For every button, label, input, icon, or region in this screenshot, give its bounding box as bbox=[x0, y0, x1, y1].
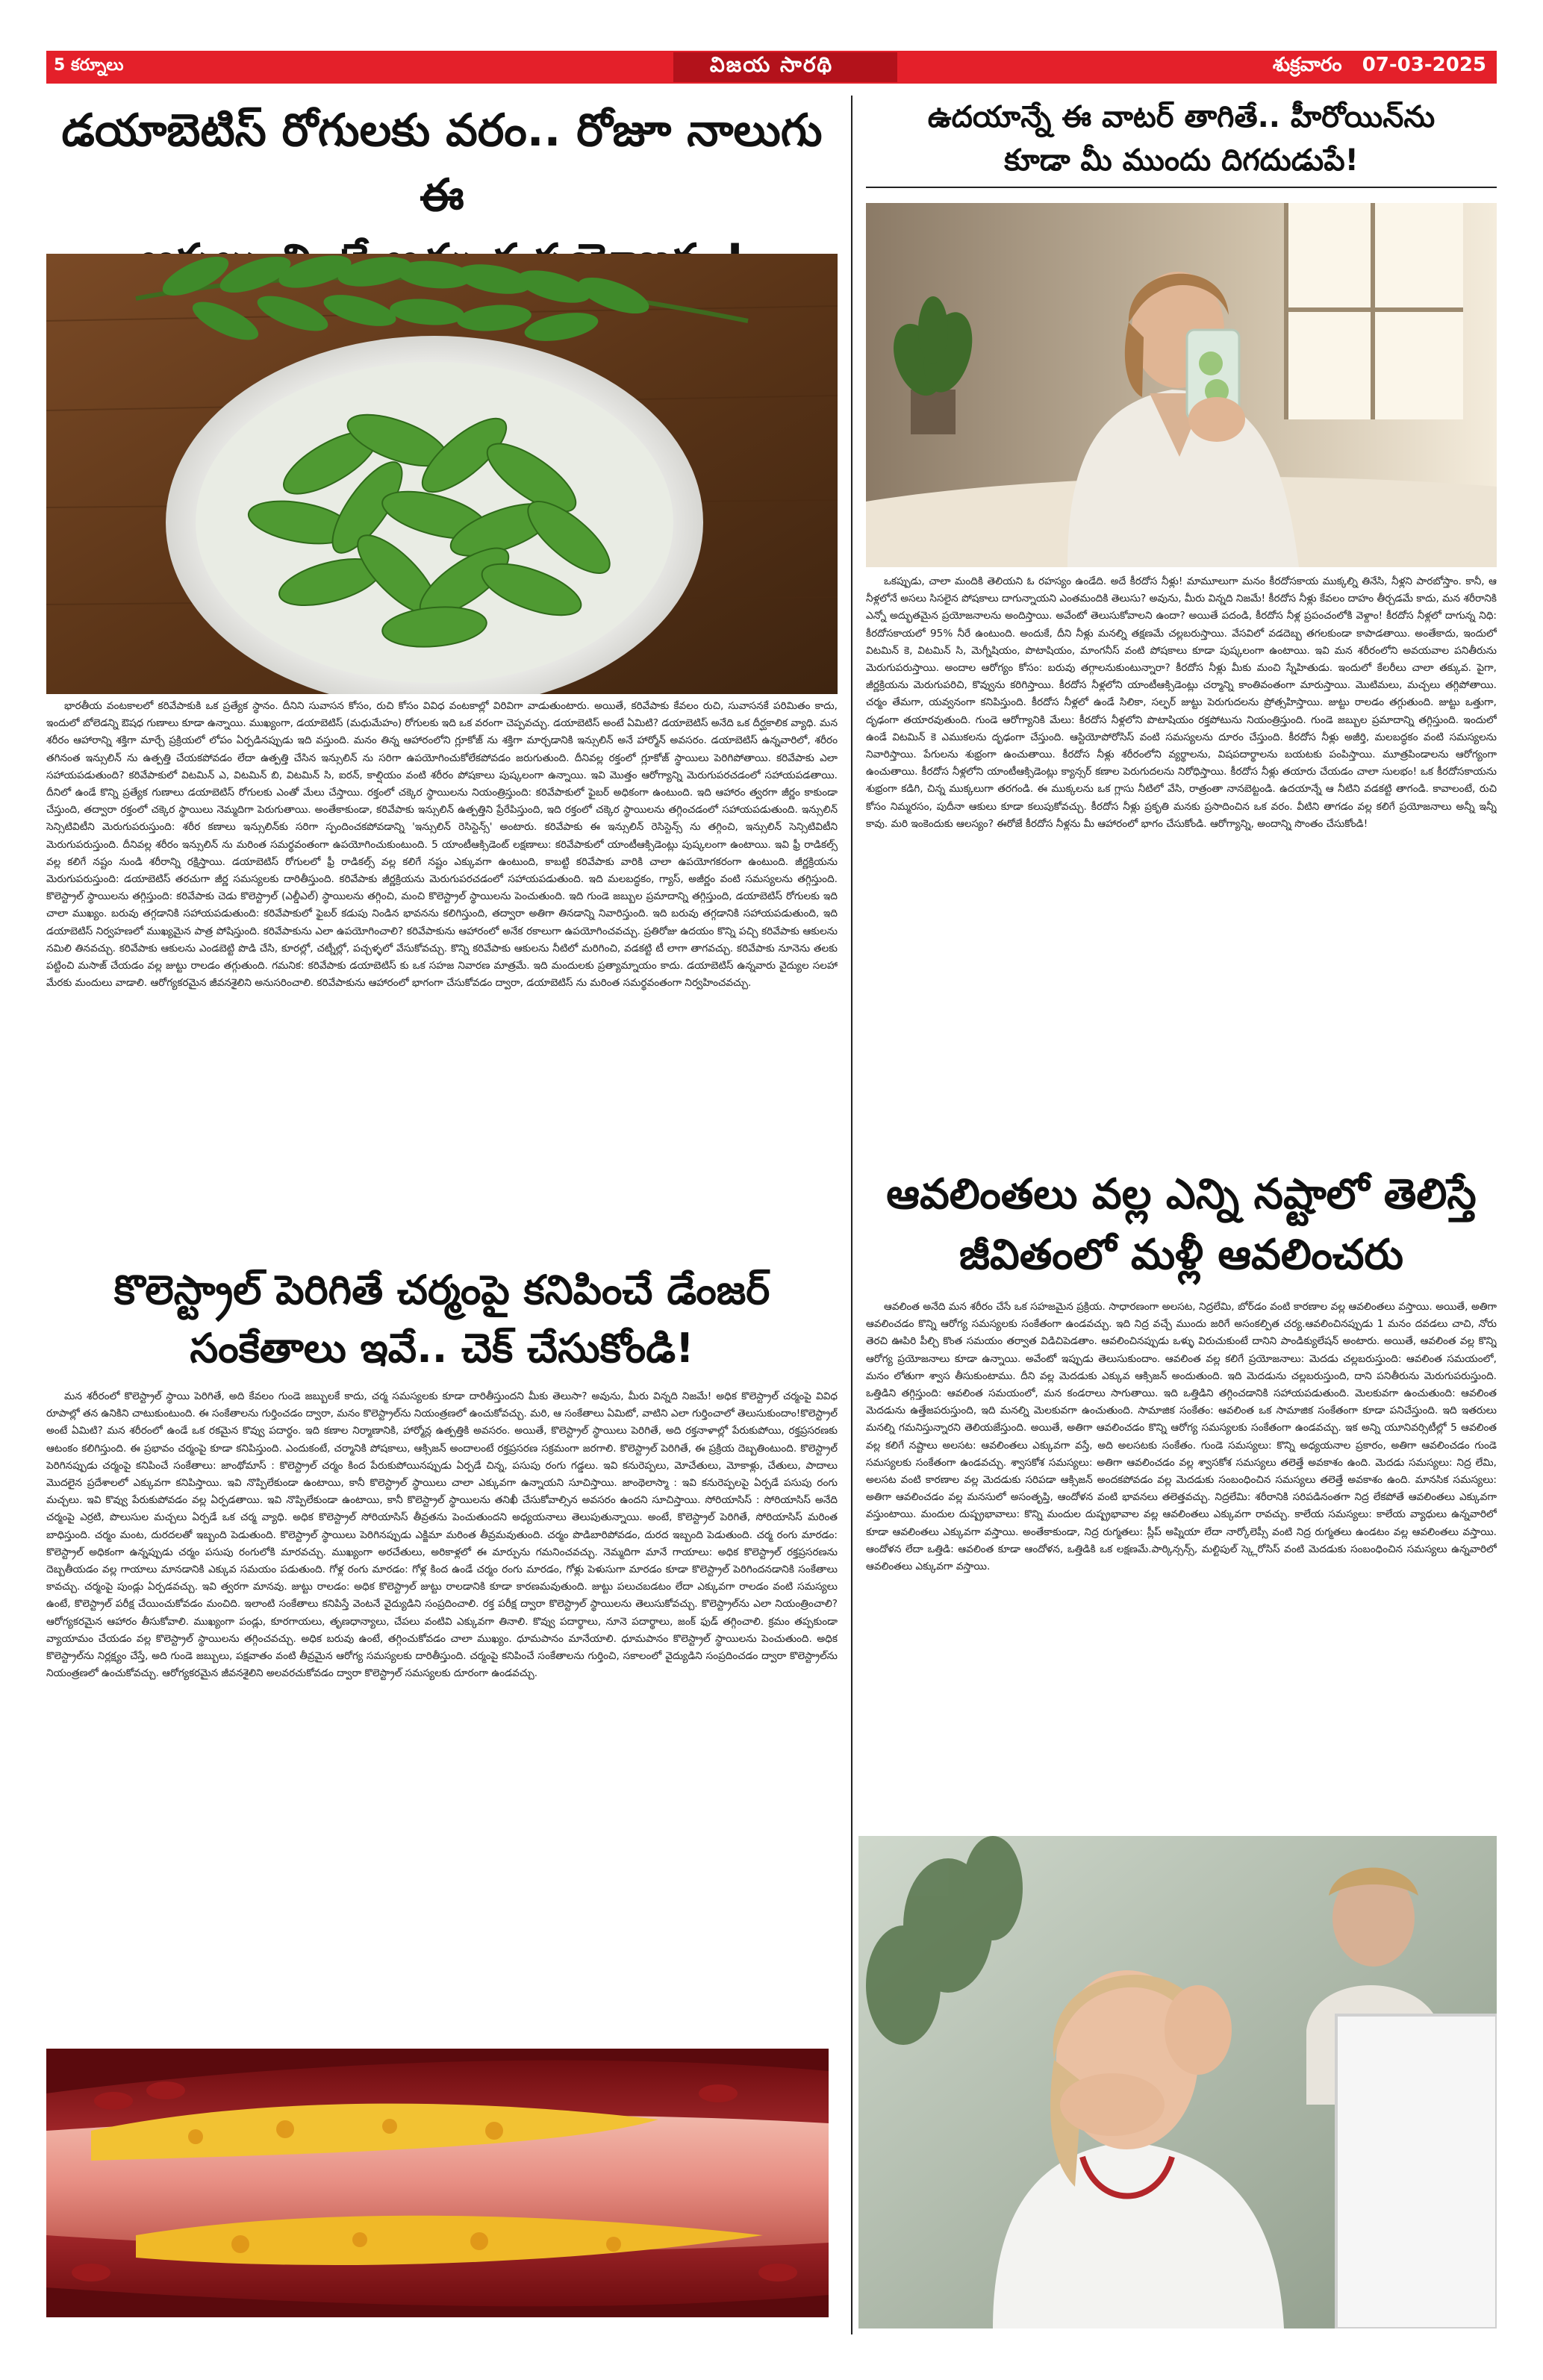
curry-leaves-image bbox=[46, 254, 838, 694]
headline-line: కొలెస్ట్రాల్ పెరిగితే చర్మంపై కనిపించే డేంజర్ bbox=[113, 1266, 770, 1314]
masthead-bar bbox=[46, 51, 1497, 84]
artery-plaque-image bbox=[46, 2049, 829, 2317]
article-paragraph: ఆవలింత అనేది మన శరీరం చేసే ఒక సహజమైన ప్రక్రియ. సాధారణంగా అలసట, నిద్రలేమి, బోర్‌డం వంటి కారణాల వల్ల ఆవలింతలు వస్తాయి. అయితే, అతిగా ఆవలించడం కొన్ని ఆరోగ్య సమస్యలకు సంకేతంగా ఉండవచ్చు. ఇది నిద్ర వచ్చే ముందు జరిగే అసంకల్పిత చర్య.ఆవలించినప్పుడు 1 మనం దవడలు చాచి, నోరు తెరచి ఊపిరి పీల్చి కొంత సమయం తర్వాత విడిచిపెడతాం. ఆవలించినప్పుడు ఒళ్ళు విరుచుకుంటే దానిని పాండిక్యులేషన్ అంటారు. అయితే, ఆవలింత వల్ల కొన్ని ఆరోగ్య ప్రయోజనాలు కూడా ఉన్నాయి. అవేంటో ఇప్పుడు తెలుసుకుందాం. ఆవలింత వల్ల కలిగే ప్రయోజనాలు: మెదడు చల్లబరుస్తుంది: ఆవలింత సమయంలో, మనం లోతుగా శ్వాస తీసుకుంటాము. దీని వల్ల మెదడుకు ఎక్కువ ఆక్సిజన్ అందుతుంది. ఇది మెదడును చల్లబరుస్తుంది, దాని పనితీరును మెరుగుపరుస్తుంది. ఒత్తిడిని తగ్గిస్తుంది: ఆవలింత సమయంలో, మన కండరాలు సాగుతాయి. ఇది ఒత్తిడిని తగ్గించడానికి సహాయపడుతుంది. మెలకువగా ఉంచుతుంది: ఆవలింత మెదడును ఉత్తేజపరుస్తుంది, ఇది మనల్ని మెలకువగా ఉంచుతుంది. సామాజిక సంకేతం: ఆవలింత ఒక సామాజిక సంకేతంగా కూడా పనిచేస్తుంది. ఇది ఇతరులు మనల్ని గమనిస్తున్నారని తెలియజేస్తుంది. అయితే, అతిగా ఆవలించడం కొన్ని ఆరోగ్య సమస్యలకు సంకేతంగా ఉండవచ్చు. ఇక అన్ని యూనివర్సిటీల్లో 5 ఆవలింత వల్ల కలిగే నష్టాలు అలసట: ఆవలింతలు ఎక్కువగా వస్తే, అది అలసటకు సంకేతం. గుండె సమస్యలు: కొన్ని అధ్యయనాల ప్రకారం, అతిగా ఆవలించడం గుండె సమస్యలకు సంకేతంగా ఉండవచ్చు. శ్వాసకోశ సమస్యలు: అతిగా ఆవలించడం వల్ల శ్వాసకోశ సమస్యలు తలెత్తే అవకాశం ఉంది. మెదడు సమస్యలు: నిద్ర లేమి, అలసట వంటి కారణాల వల్ల మెదడుకు సరిపడా ఆక్సిజన్ అందకపోవడం వల్ల మెదడుకు సంబంధించిన సమస్యలు తలెత్తే అవకాశం ఉంది. మానసిక సమస్యలు: అతిగా ఆవలించడం వల్ల మనసులో అసంతృప్తి, ఆందోళన వంటి భావనలు తలెత్తవచ్చు. నిద్రలేమి: శరీరానికి సరిపడినంతగా నిద్ర లేకపోతే ఆవలింతలు ఎక్కువగా వస్తుంటాయి. మందుల దుష్ప్రభావాలు: కొన్ని మందుల దుష్ప్రభావాల వల్ల ఆవలింతలు ఎక్కువగా రావచ్చు. కాలేయ సమస్యలు: కాలేయ వ్యాధులు ఉన్నవారిలో కూడా ఆవలింతలు ఎక్కువగా వస్తాయి. అంతేకాకుండా, నిద్ర రుగ్మతలు: స్లీప్ అప్నియా లేదా నార్కోలెప్సీ వంటి నిద్ర రుగ్మతలు ఉండటం వల్ల ఆవలింతలు వస్తాయి. ఆందోళన లేదా ఒత్తిడి: ఆవలింత కూడా ఆందోళన, ఒత్తిడికి ఒక లక్షణమే.పార్కిన్సన్స్, మల్టిపుల్ స్క్లెరోసిస్ వంటి మెదడుకు సంబంధించిన సమస్యలు ఉన్నవారిలో ఆవలింతలు ఎక్కువగా వస్తాయి. bbox=[866, 1301, 1497, 1573]
headline-line: కూడా మీ ముందు దిగదుడుపే! bbox=[1004, 143, 1359, 178]
woman-yawning-image bbox=[858, 1836, 1497, 2329]
headline-line: సంకేతాలు ఇవే.. చెక్ చేసుకోండి! bbox=[190, 1325, 694, 1372]
article-paragraph: భారతీయ వంటకాలలో కరివేపాకుకి ఒక ప్రత్యేక స్థానం. దీనిని సువాసన కోసం, రుచి కోసం వివిధ వంటకాల్లో విరివిగా వాడుతుంటారు. అయితే, కరివేపాకు కేవలం రుచి, సువాసనకే పరిమితం కాదు, ఇందులో బోలెడన్ని ఔషధ గుణాలు కూడా ఉన్నాయి. ముఖ్యంగా, డయాబెటిస్ (మధుమేహం) రోగులకు ఇది ఒక వరంగా చెప్పవచ్చు. డయాబెటిస్ అంటే ఏమిటి? డయాబెటిస్ అనేది ఒక దీర్ఘకాలిక వ్యాధి. మన శరీరం ఆహారాన్ని శక్తిగా మార్చే ప్రక్రియలో లోపం ఏర్పడినప్పుడు ఇది వస్తుంది. మనం తిన్న ఆహారంలోని గ్లూకోజ్ ను శక్తిగా మార్చడానికి ఇన్సులిన్ అనే హార్మోన్ అవసరం. డయాబెటిస్ ఉన్నవారిలో, శరీరం తగినంత ఇన్సులిన్ ను ఉత్పత్తి చేయకపోవడం లేదా ఉత్పత్తి చేసిన ఇన్సులిన్ ను సరిగా ఉపయోగించుకోలేకపోవడం జరుగుతుంది. దీనివల్ల రక్తంలో గ్లూకోజ్ స్థాయిలు పెరిగిపోతాయి. కరివేపాకు ఎలా సహాయపడుతుంది? కరివేపాకులో విటమిన్ ఎ, విటమిన్ బి, విటమిన్ సి, ఐరన్, కాల్షియం వంటి శరీరం పోషకాలు పుష్కలంగా ఉన్నాయి. ఇవి మొత్తం ఆరోగ్యాన్ని మెరుగుపరచడంలో సహాయపడతాయి. దీనిలో ఉండే కొన్ని ప్రత్యేక గుణాలు డయాబెటిస్ రోగులకు ఎంతో మేలు చేస్తాయి. రక్తంలో చక్కెర స్థాయిలను నియంత్రిస్తుంది: కరివేపాకులో ఫైబర్ అధికంగా ఉంటుంది. ఇది ఆహారం త్వరగా జీర్ణం కాకుండా చేస్తుంది, తద్వారా రక్తంలో చక్కెర స్థాయిలు నెమ్మదిగా పెరుగుతాయి. అంతేకాకుండా, కరివేపాకు ఇన్సులిన్ ఉత్పత్తిని ప్రేరేపిస్తుంది, ఇది రక్తంలో చక్కెర స్థాయిలను తగ్గించడంలో సహాయపడుతుంది. ఇన్సులిన్ సెన్సిటివిటీని మెరుగుపరుస్తుంది: శరీర కణాలు ఇన్సులిన్‌కు సరిగా స్పందించకపోవడాన్ని 'ఇన్సులిన్ రెసిస్టెన్స్' అంటారు. కరివేపాకు ఈ ఇన్సులిన్ రెసిస్టెన్స్ ను తగ్గించి, ఇన్సులిన్ సెన్సిటివిటీని మెరుగుపరుస్తుంది. దీనివల్ల శరీరం ఇన్సులిన్ ను మరింత సమర్థవంతంగా ఉపయోగించుకుంటుంది. 5 యాంటీఆక్సిడెంట్ లక్షణాలు: కరివేపాకులో యాంటీఆక్సిడెంట్లు పుష్కలంగా ఉంటాయి. ఇవి ఫ్రీ రాడికల్స్ వల్ల కలిగే నష్టం నుండి శరీరాన్ని రక్షిస్తాయి. డయాబెటిస్ రోగులలో ఫ్రీ రాడికల్స్ వల్ల కలిగే నష్టం ఎక్కువగా ఉంటుంది, కాబట్టి కరివేపాకు వారికి చాలా ఉపయోగకరంగా ఉంటుంది. జీర్ణక్రియను మెరుగుపరుస్తుంది: డయాబెటిస్ తరచుగా జీర్ణ సమస్యలకు దారితీస్తుంది. కరివేపాకు జీర్ణక్రియను మెరుగుపరచడంలో సహాయపడుతుంది. ఇది మలబద్ధకం, గ్యాస్, అజీర్ణం వంటి సమస్యలను తగ్గిస్తుంది. కొలెస్ట్రాల్ స్థాయిలను తగ్గిస్తుంది: కరివేపాకు చెడు కొలెస్ట్రాల్ (ఎల్డీఎల్) స్థాయిలను తగ్గించి, మంచి కొలెస్ట్రాల్ స్థాయిలను పెంచుతుంది. ఇది గుండె జబ్బుల ప్రమాదాన్ని తగ్గిస్తుంది, డయాబెటిస్ రోగులకు ఇది చాలా ముఖ్యం. బరువు తగ్గడానికి సహాయపడుతుంది: కరివేపాకులో ఫైబర్ కడుపు నిండిన భావనను కలిగిస్తుంది, తద్వారా అతిగా తినడాన్ని నివారిస్తుంది. ఇది బరువు తగ్గడానికి సహాయపడుతుంది, ఇది డయాబెటిస్ నిర్వహణలో ముఖ్యమైన పాత్ర పోషిస్తుంది. కరివేపాకును ఎలా ఉపయోగించాలి? కరివేపాకును ఆహారంలో అనేక రకాలుగా ఉపయోగించవచ్చు. ప్రతిరోజు ఉదయం కొన్ని పచ్చి కరివేపాకు ఆకులను నమిలి తినవచ్చు. కరివేపాకు ఆకులను ఎండబెట్టి పొడి చేసి, కూరల్లో, చట్నీల్లో, పచ్చళ్ళలో వేసుకోవచ్చు. కొన్ని కరివేపాకు ఆకులను నీటిలో మరిగించి, వడకట్టి టీ లాగా తాగవచ్చు. కరివేపాకు నూనెను తలకు పట్టించి మసాజ్ చేయడం వల్ల జుట్టు రాలడం తగ్గుతుంది. గమనిక: కరివేపాకు డయాబెటిస్ కు ఒక సహజ నివారణ మాత్రమే. ఇది మందులకు ప్రత్యామ్నాయం కాదు. డయాబెటిస్ ఉన్నవారు వైద్యుల సలహా మేరకు మందులు వాడాలి. ఆరోగ్యకరమైన జీవనశైలిని అనుసరించాలి. కరివేపాకును ఆహారంలో భాగంగా చేసుకోవడం ద్వారా, డయాబెటిస్ ను మరింత సమర్థవంతంగా నిర్వహించవచ్చు. bbox=[46, 700, 838, 990]
artery-photo bbox=[46, 2049, 829, 2317]
woman-drinking-image bbox=[866, 203, 1497, 567]
article-headline bbox=[866, 1164, 1497, 1285]
page-label: 5 కర్నూలు bbox=[54, 56, 124, 75]
woman-yawning-photo bbox=[858, 1836, 1497, 2329]
curry-leaves-photo bbox=[46, 254, 838, 694]
article-headline bbox=[866, 96, 1497, 182]
article-body bbox=[46, 698, 838, 1280]
headline-line: డయాబెటిస్ రోగులకు వరం.. రోజూ నాలుగు ఈ bbox=[61, 104, 823, 222]
woman-drinking-water-photo bbox=[866, 203, 1497, 567]
issue-date bbox=[1273, 54, 1486, 81]
article-paragraph: మన శరీరంలో కొలెస్ట్రాల్ స్థాయి పెరిగితే, అది కేవలం గుండె జబ్బులకే కాదు, చర్మ సమస్యలకు కూడా దారితీస్తుందని మీకు తెలుసా? అవును, మీరు విన్నది నిజమే! అధిక కొలెస్ట్రాల్ చర్మంపై వివిధ రూపాల్లో తన ఉనికిని చాటుకుంటుంది. ఈ సంకేతాలను గుర్తించడం ద్వారా, మనం కొలెస్ట్రాల్‌ను నియంత్రణలో ఉంచుకోవచ్చు. మరి, ఆ సంకేతాలు ఏమిటో, వాటిని ఎలా గుర్తించాలో తెలుసుకుందాం!కొలెస్ట్రాల్ అంటే ఏమిటి? మన శరీరంలో ఉండే ఒక రకమైన కొవ్వు పదార్థం. ఇది కణాల నిర్మాణానికి, హార్మోన్ల ఉత్పత్తికి అవసరం. అయితే, కొలెస్ట్రాల్ స్థాయిలు పెరిగితే, అది రక్తనాళాల్లో పేరుకుపోయి, రక్తప్రసరణకు ఆటంకం కలిగిస్తుంది. ఈ ప్రభావం చర్మంపై కూడా కనిపిస్తుంది. ఎందుకంటే, చర్మానికి పోషకాలు, ఆక్సిజన్ అందాలంటే రక్తప్రసరణ సక్రమంగా జరగాలి. కొలెస్ట్రాల్ పెరిగితే, ఈ ప్రక్రియ దెబ్బతింటుంది. కొలెస్ట్రాల్ పెరిగినప్పుడు చర్మంపై కనిపించే సంకేతాలు: జాంథోమాస్ : కొలెస్ట్రాల్ చర్మం కింద పేరుకుపోయినప్పుడు ఏర్పడే చిన్న, పసుపు రంగు గడ్డలు. ఇవి కనురెప్పలు, మోచేతులు, మోకాళ్లు, చేతులు, పాదాలు మొదలైన ప్రదేశాలలో ఎక్కువగా కనిపిస్తాయి. ఇవి నొప్పిలేకుండా ఉంటాయి, కానీ కొలెస్ట్రాల్ స్థాయిలు చాలా ఎక్కువగా ఉన్నాయని సూచిస్తాయి. జాంథెలాస్మా : ఇవి కనురెప్పలపై ఏర్పడే పసుపు రంగు మచ్చలు. ఇవి కొవ్వు పేరుకుపోవడం వల్ల ఏర్పడతాయి. ఇవి నొప్పిలేకుండా ఉంటాయి, కానీ కొలెస్ట్రాల్ స్థాయిలను తనిఖీ చేసుకోవాల్సిన అవసరం ఉందని సూచిస్తాయి. సోరియాసిస్ : సోరియాసిస్ అనేది చర్మంపై ఎర్రటి, పొలుసుల మచ్చలు ఏర్పడే ఒక చర్మ వ్యాధి. అధిక కొలెస్ట్రాల్ సోరియాసిస్ తీవ్రతను పెంచుతుందని అధ్యయనాలు తెలుపుతున్నాయి. అంటే, కొలెస్ట్రాల్ పెరిగితే, సోరియాసిస్ మరింత బాధిస్తుంది. చర్మం మంట, దురదలతో ఇబ్బంది పెడుతుంది. కొలెస్ట్రాల్ స్థాయిలు పెరిగినప్పుడు ఎక్జిమా మరింత తీవ్రమవుతుంది. చర్మం పొడిబారిపోవడం, దురద ఇబ్బంది పెడుతుంది. చర్మ రంగు మారడం: కొలెస్ట్రాల్ అధికంగా ఉన్నప్పుడు చర్మం పసుపు రంగులోకి మారవచ్చు. ముఖ్యంగా అరచేతులు, అరికాళ్లలో ఈ మార్పును గమనించవచ్చు. నెమ్మదిగా మానే గాయాలు: అధిక కొలెస్ట్రాల్ రక్తప్రసరణను దెబ్బతీయడం వల్ల గాయాలు మానడానికి ఎక్కువ సమయం పడుతుంది. గోళ్ల రంగు మారడం: గోళ్ల కింద ఉండే చర్మం రంగు మారడం, గోళ్లు పెళుసుగా మారడం కూడా కొలెస్ట్రాల్ పెరిగిందనడానికి సంకేతాలు కావచ్చు. చర్మంపై పుండ్లు ఏర్పడవచ్చు. ఇవి త్వరగా మానవు. జుట్టు రాలడం: అధిక కొలెస్ట్రాల్ జుట్టు రాలడానికి కూడా కారణమవుతుంది. జుట్టు పలుచబడటం లేదా ఎక్కువగా రాలడం వంటి సమస్యలు ఉంటే, కొలెస్ట్రాల్ పరీక్ష చేయించుకోవడం మంచిది. ఇలాంటి సంకేతాలు కనిపిస్తే వెంటనే వైద్యుడిని సంప్రదించాలి. రక్త పరీక్ష ద్వారా కొలెస్ట్రాల్ స్థాయిలను తెలుసుకోవచ్చు. కొలెస్ట్రాల్‌ను ఎలా నియంత్రించాలి? ఆరోగ్యకరమైన ఆహారం తీసుకోవాలి. ముఖ్యంగా పండ్లు, కూరగాయలు, తృణధాన్యాలు, చేపలు వంటివి ఎక్కువగా తినాలి. కొవ్వు పదార్థాలు, నూనె పదార్థాలు, జంక్ ఫుడ్ తగ్గించాలి. క్రమం తప్పకుండా వ్యాయామం చేయడం వల్ల కొలెస్ట్రాల్ స్థాయిలను తగ్గించవచ్చు. అధిక బరువు ఉంటే, తగ్గించుకోవడం చాలా ముఖ్యం. ధూమపానం మానేయాలి. ధూమపానం కొలెస్ట్రాల్ స్థాయిలను పెంచుతుంది. అధిక కొలెస్ట్రాల్‌ను నిర్లక్ష్యం చేస్తే, అది గుండె జబ్బులు, పక్షవాతం వంటి తీవ్రమైన ఆరోగ్య సమస్యలకు దారితీస్తుంది. చర్మంపై కనిపించే సంకేతాలను గుర్తించి, సకాలంలో వైద్యుడిని సంప్రదించడం ద్వారా కొలెస్ట్రాల్‌ను నియంత్రణలో ఉంచుకోవచ్చు. ఆరోగ్యకరమైన జీవనశైలిని అలవరచుకోవడం ద్వారా కొలెస్ట్రాల్ సమస్యలకు దూరంగా ఉండవచ్చు. bbox=[46, 1390, 838, 1680]
issue-day: శుక్రవారం bbox=[1272, 54, 1342, 76]
paper-name: విజయ సారథి bbox=[709, 52, 834, 77]
column-divider bbox=[851, 96, 852, 2334]
issue-date-value: 07-03-2025 bbox=[1362, 54, 1486, 76]
article-body bbox=[46, 1388, 838, 2030]
headline-line: జీవితంలో మళ్లీ ఆవలించరు bbox=[958, 1231, 1404, 1280]
article-body bbox=[866, 573, 1497, 1155]
article-paragraph: ఒకప్పుడు, చాలా మందికి తెలియని ఓ రహస్యం ఉండేది. అదే కీరదోస నీళ్లు! మామూలుగా మనం కీరదోసకాయ ముక్కల్ని తినేసి, నీళ్లని పారబోస్తాం. కానీ, ఆ నీళ్లలోనే అసలు సిసలైన పోషకాలు దాగున్నాయని ఎంతమందికి తెలుసు? అవును, మీరు విన్నది నిజమే! కీరదోస నీళ్లు కేవలం దాహం తీర్చడమే కాదు, మన శరీరానికి ఎన్నో అద్భుతమైన ప్రయోజనాలను అందిస్తాయి. అవేంటో తెలుసుకోవాలని ఉందా? అయితే పదండి, కీరదోస నీళ్ల ప్రపంచంలోకి వెళ్దాం! కీరదోస నీళ్లలో దాగున్న నిధి: కీరదోసకాయలో 95% నీరే ఉంటుంది. అందుకే, దీని నీళ్లు మనల్ని తక్షణమే చల్లబరుస్తాయి. వేసవిలో వడదెబ్బ తగలకుండా కాపాడతాయి. అంతేకాదు, ఇందులో విటమిన్ కె, విటమిన్ సి, మెగ్నీషియం, పొటాషియం, మాంగనీస్ వంటి పోషకాలు కూడా పుష్కలంగా ఉంటాయి. ఇవి మన శరీరంలోని అవయవాల పనితీరును మెరుగుపరుస్తాయి. అందాల ఆరోగ్యం కోసం: బరువు తగ్గాలనుకుంటున్నారా? కీరదోస నీళ్లు మీకు మంచి స్నేహితుడు. ఇందులో కేలరీలు చాలా తక్కువ. పైగా, జీర్ణక్రియను మెరుగుపరిచి, కొవ్వును కరిగిస్తాయి. కీరదోస నీళ్లలోని యాంటీఆక్సిడెంట్లు చర్మాన్ని కాంతివంతంగా మారుస్తాయి. మొటిమలు, మచ్చలు తగ్గిపోతాయి. చర్మం తేమగా, యవ్వనంగా కనిపిస్తుంది. కీరదోస నీళ్లలో ఉండే సిలికా, సల్ఫర్ జుట్టు పెరుగుదలను ప్రోత్సహిస్తాయి. జుట్టు రాలడం తగ్గుతుంది. జుట్టు ఒత్తుగా, దృఢంగా తయారవుతుంది. గుండె ఆరోగ్యానికి మేలు: కీరదోస నీళ్లలోని పొటాషియం రక్తపోటును నియంత్రిస్తుంది. గుండె జబ్బుల ప్రమాదాన్ని తగ్గిస్తుంది. ఇందులో ఉండే విటమిన్ కె ఎముకలను దృఢంగా చేస్తుంది. ఆస్టియోపోరోసిస్ వంటి సమస్యలను దూరం చేస్తుంది. కీరదోస నీళ్లు అజీర్తి, మలబద్ధకం వంటి సమస్యలను నివారిస్తాయి. పేగులను శుభ్రంగా ఉంచుతాయి. కీరదోస నీళ్లు శరీరంలోని వ్యర్థాలను, విషపదార్థాలను బయటకు పంపిస్తాయి. మూత్రపిండాలను ఆరోగ్యంగా ఉంచుతాయి. కీరదోస నీళ్లలోని యాంటీఆక్సిడెంట్లు క్యాన్సర్ కణాల పెరుగుదలను నిరోధిస్తాయి. కీరదోస నీళ్లు తయారు చేయడం చాలా సులభం! ఒక కీరదోసకాయను శుభ్రంగా కడిగి, చిన్న ముక్కలుగా తరగండి. ఈ ముక్కలను ఒక గ్లాసు నీటిలో వేసి, రాత్రంతా నానబెట్టండి. ఉదయాన్నే ఆ నీటిని వడకట్టి తాగండి. కావాలంటే, రుచి కోసం నిమ్మరసం, పుదీనా ఆకులు కూడా కలుపుకోవచ్చు. కీరదోస నీళ్లు ప్రకృతి మనకు ప్రసాదించిన ఒక వరం. వీటిని తాగడం వల్ల కలిగే ప్రయోజనాలు అన్నీ ఇన్నీ కావు. మరి ఇంకెందుకు ఆలస్యం? ఈరోజే కీరదోస నీళ్లను మీ ఆహారంలో భాగం చేసుకోండి. ఆరోగ్యాన్ని, అందాన్ని సొంతం చేసుకోండి! bbox=[866, 575, 1497, 830]
headline-line: ఆవలింతలు వల్ల ఎన్ని నష్టాలో తెలిస్తే bbox=[886, 1170, 1477, 1219]
headline-line: ఉదయాన్నే ఈ వాటర్ తాగితే.. హీరోయిన్‌ను bbox=[927, 100, 1436, 134]
separator-line bbox=[866, 187, 1497, 188]
article-headline bbox=[46, 1261, 838, 1378]
article-body bbox=[866, 1299, 1497, 1828]
